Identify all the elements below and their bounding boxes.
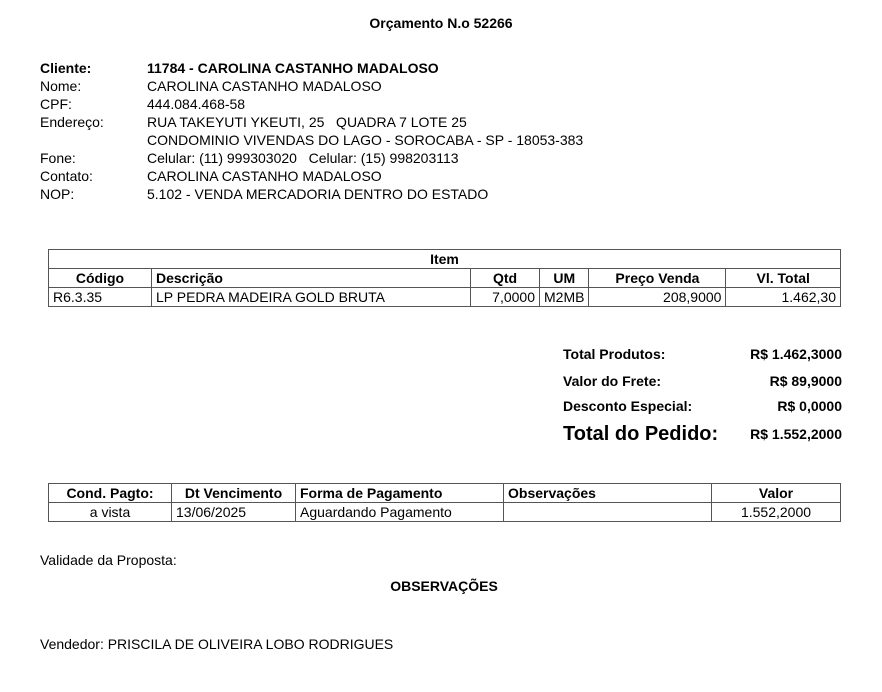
payment-table xyxy=(48,483,841,522)
header-descricao: Descrição xyxy=(152,269,471,288)
header-observacoes: Observações xyxy=(504,484,712,503)
cell-preco-venda: 208,9000 xyxy=(589,288,726,307)
valor-frete-label: Valor do Frete: xyxy=(563,373,662,389)
payment-header-row xyxy=(49,484,841,503)
cell-um: M2MB xyxy=(540,288,589,307)
table-row xyxy=(49,288,841,307)
header-dt-vencimento: Dt Vencimento xyxy=(172,484,296,503)
endereco-line2: CONDOMINIO VIVENDAS DO LAGO - SOROCABA - SP - 18053-383 xyxy=(147,132,584,148)
nome-value: CAROLINA CASTANHO MADALOSO xyxy=(147,78,382,94)
validade-proposta-label: Validade da Proposta: xyxy=(40,552,177,568)
header-qtd: Qtd xyxy=(471,269,540,288)
cell-forma-pagamento: Aguardando Pagamento xyxy=(296,503,504,522)
total-pedido-label: Total do Pedido: xyxy=(563,423,719,445)
observacoes-heading: OBSERVAÇÕES xyxy=(390,578,498,594)
cliente-label: Cliente: xyxy=(40,60,92,76)
cell-valor: 1.552,2000 xyxy=(712,503,841,522)
items-header-row xyxy=(49,269,841,288)
contato-value: CAROLINA CASTANHO MADALOSO xyxy=(147,168,382,184)
contato-label: Contato: xyxy=(40,168,93,184)
cell-observacoes xyxy=(504,503,712,522)
endereco-label: Endereço: xyxy=(40,114,104,130)
header-um: UM xyxy=(540,269,589,288)
header-codigo: Código xyxy=(49,269,152,288)
cell-descricao: LP PEDRA MADEIRA GOLD BRUTA xyxy=(152,288,471,307)
desconto-especial-label: Desconto Especial: xyxy=(563,398,693,414)
cell-vl-total: 1.462,30 xyxy=(726,288,841,307)
nop-value: 5.102 - VENDA MERCADORIA DENTRO DO ESTADO xyxy=(147,186,489,202)
header-valor: Valor xyxy=(712,484,841,503)
total-pedido-value: R$ 1.552,2000 xyxy=(750,426,842,442)
cell-qtd: 7,0000 xyxy=(471,288,540,307)
total-produtos-value: R$ 1.462,3000 xyxy=(750,346,842,362)
cpf-label: CPF: xyxy=(40,96,72,112)
fone-label: Fone: xyxy=(40,150,76,166)
cell-codigo: R6.3.35 xyxy=(49,288,152,307)
cell-dt-vencimento: 13/06/2025 xyxy=(172,503,296,522)
table-row xyxy=(49,503,841,522)
header-vl-total: Vl. Total xyxy=(726,269,841,288)
items-table-caption: Item xyxy=(49,250,841,269)
nop-label: NOP: xyxy=(40,186,75,202)
cpf-value: 444.084.468-58 xyxy=(147,96,246,112)
cliente-value: 11784 - CAROLINA CASTANHO MADALOSO xyxy=(147,60,439,76)
document-title: Orçamento N.o 52266 xyxy=(369,15,513,31)
header-preco-venda: Preço Venda xyxy=(589,269,726,288)
valor-frete-value: R$ 89,9000 xyxy=(769,373,842,389)
nome-label: Nome: xyxy=(40,78,82,94)
fone-value: Celular: (11) 999303020 Celular: (15) 998203113 xyxy=(147,150,459,166)
header-cond-pagto: Cond. Pagto: xyxy=(49,484,172,503)
desconto-especial-value: R$ 0,0000 xyxy=(777,398,842,414)
header-forma-pagamento: Forma de Pagamento xyxy=(296,484,504,503)
total-produtos-label: Total Produtos: xyxy=(563,346,666,362)
items-table xyxy=(48,249,841,307)
endereco-line1: RUA TAKEYUTI YKEUTI, 25 QUADRA 7 LOTE 25 xyxy=(147,114,467,130)
cell-cond-pagto: a vista xyxy=(49,503,172,522)
vendedor-line: Vendedor: PRISCILA DE OLIVEIRA LOBO RODRIGUES xyxy=(40,636,394,652)
